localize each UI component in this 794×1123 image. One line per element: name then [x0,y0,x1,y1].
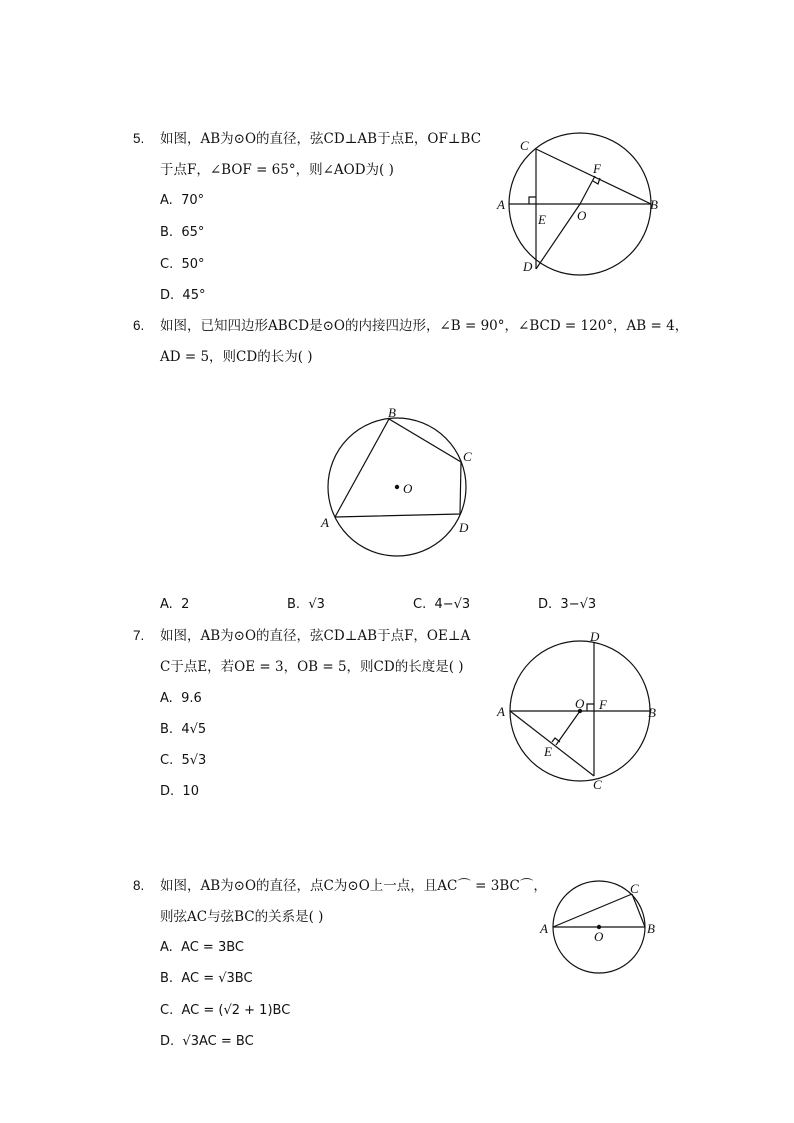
option-d[interactable]: D. 45° [160,288,206,303]
question-stem-line2: 则弦AC与弦BC的关系是( ) [160,909,324,925]
question-stem-line2: AD = 5，则CD的长为( ) [160,349,313,365]
label-e: E [544,744,552,759]
label-b: B [650,197,658,212]
label-e: E [538,212,546,227]
option-c[interactable]: C. 4−√3 [413,597,471,612]
label-c: C [520,138,529,153]
label-o: O [577,208,587,223]
question-number: 7. [133,628,145,643]
label-c: C [630,881,639,896]
label-a: A [321,515,329,530]
label-a: A [497,704,505,719]
label-d: D [459,520,469,535]
label-o: O [575,696,585,711]
chord-ac [553,894,632,927]
label-c: C [463,449,472,464]
question-number: 8. [133,878,145,893]
question-number: 6. [133,318,145,333]
question-stem-line1: 如图，AB为⊙O的直径，弦CD⊥AB于点E，OF⊥BC [160,131,482,147]
label-a: A [497,197,505,212]
label-f: F [599,697,607,712]
label-o: O [403,481,413,496]
option-b[interactable]: B. 65° [160,225,205,240]
option-d[interactable]: D. √3AC = BC [160,1034,254,1049]
option-b[interactable]: B. 4√5 [160,722,207,737]
question-stem-line2: 于点F，∠BOF = 65°，则∠AOD为( ) [160,162,394,178]
option-b[interactable]: B. √3 [287,597,325,612]
option-d[interactable]: D. 10 [160,784,199,799]
question-stem-line1: 如图，已知四边形ABCD是⊙O的内接四边形，∠B = 90°，∠BCD = 120°，AB = 4， [160,318,689,334]
label-d: D [590,629,600,644]
option-a[interactable]: A. 70° [160,193,205,208]
chord-bc [632,894,645,927]
label-a: A [540,921,548,936]
label-b: B [388,405,396,420]
option-c[interactable]: C. 5√3 [160,753,207,768]
question-number: 5. [133,131,145,146]
label-b: B [647,921,655,936]
option-a[interactable]: A. 9.6 [160,691,202,706]
label-f: F [593,161,601,176]
label-c: C [593,777,602,792]
option-c[interactable]: C. AC = (√2 + 1)BC [160,1003,291,1018]
option-d[interactable]: D. 3−√3 [538,597,597,612]
label-o: O [594,929,604,944]
option-c[interactable]: C. 50° [160,257,205,272]
question-stem-line1: 如图，AB为⊙O的直径，点C为⊙O上一点，且AC⌒ = 3BC⌒， [160,878,547,894]
label-d: D [523,259,533,274]
question-stem-line1: 如图，AB为⊙O的直径，弦CD⊥AB于点F，OE⊥A [160,628,471,644]
label-b: B [648,705,656,720]
question-stem-line2: C于点E，若OE = 3，OB = 5，则CD的长度是( ) [160,659,464,675]
option-a[interactable]: A. 2 [160,597,190,612]
option-b[interactable]: B. AC = √3BC [160,971,253,986]
option-a[interactable]: A. AC = 3BC [160,940,244,955]
